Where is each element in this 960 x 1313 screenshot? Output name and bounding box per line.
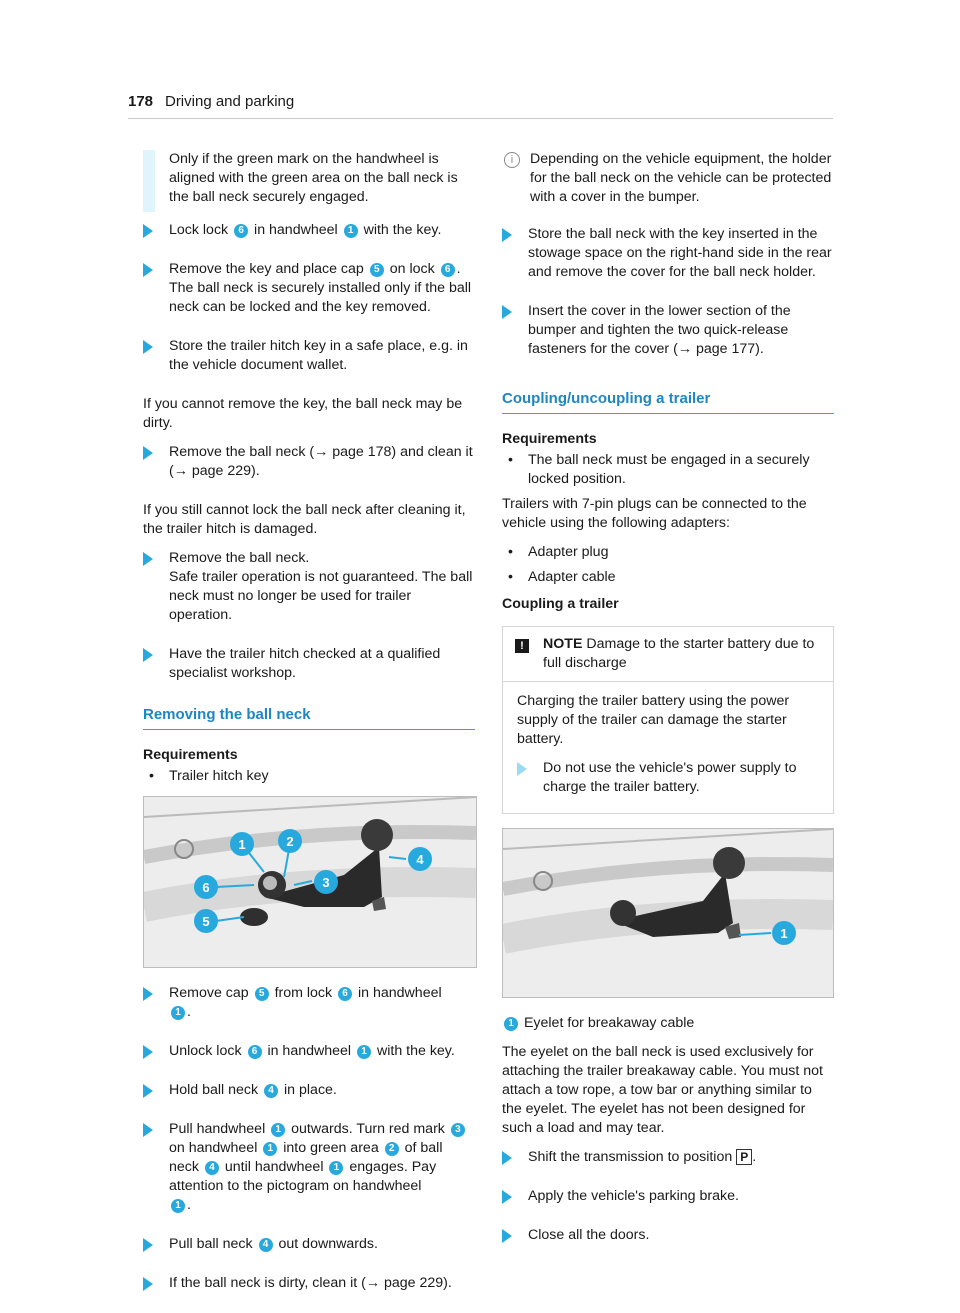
step-arrow-icon [502,1190,512,1204]
callout-5: 5 [202,914,210,929]
step: Apply the vehicle's parking brake. [502,1187,834,1206]
section-title: Driving and parking [164,93,295,110]
step-arrow-icon [502,1229,512,1243]
step-arrow-icon [143,340,153,354]
note-box [502,626,834,814]
step-arrow-icon [143,1123,153,1137]
callout-1: 1 [780,926,788,941]
info-note: i Depending on the vehicle equipment, the holder for the ball neck on the vehicle can be protected with a cover in the bumper. [502,150,834,207]
requirement-item: • The ball neck must be engaged in a securely locked position. [502,451,834,489]
step: Remove the ball neck (→ page 178) and clean it (→ page 229). [143,443,475,481]
step-arrow-icon [143,1084,153,1098]
step: Hold ball neck 4 in place. [143,1081,475,1100]
callout-4: 4 [416,852,424,867]
step-arrow-icon [143,552,153,566]
paragraph: Trailers with 7-pin plugs can be connected to the vehicle using the following adapters: [502,496,807,531]
eyelet-illustration [502,828,834,998]
step: If the ball neck is dirty, clean it (→ page 229). [143,1274,475,1293]
requirement-item: • Trailer hitch key [143,767,475,786]
step-arrow-icon [143,1045,153,1059]
warning-icon: ! [515,639,529,653]
step-arrow-icon [143,224,153,238]
requirements-heading: Requirements [502,431,597,447]
callout-number: 6 [234,224,248,238]
callout-number: 6 [441,263,455,277]
step: Store the trailer hitch key in a safe place, e.g. in the vehicle document wallet. [143,337,475,375]
page-header [128,92,833,119]
paragraph: If you cannot remove the key, the ball neck may be dirty. [143,396,463,431]
callout-6: 6 [202,880,210,895]
step: Pull ball neck 4 out downwards. [143,1235,475,1254]
step-arrow-icon [143,263,153,277]
info-icon: i [504,152,520,168]
paragraph: Only if the green mark on the handwheel is aligned with the green area on the ball neck is the ball neck securely engaged. [143,150,475,207]
step: Remove the key and place cap 5 on lock 6 . The ball neck is securely installed only if the ball neck can be locked and the key removed. [143,260,475,317]
park-position-icon: P [736,1149,752,1165]
paragraph: If you still cannot lock the ball neck after cleaning it, the trailer hitch is damaged. [143,502,466,537]
subsection-heading: Coupling a trailer [502,596,619,612]
step-arrow-icon [502,1151,512,1165]
figure-legend: 1 Eyelet for breakaway cable [502,1014,834,1033]
step: Remove the ball neck. Safe trailer operation is not guaranteed. The ball neck must no longer be used for trailer operation. [143,549,475,625]
requirements-heading: Requirements [143,747,238,763]
step-arrow-icon [143,1238,153,1252]
list-item: • Adapter cable [502,568,834,587]
step: Close all the doors. [502,1226,834,1245]
step: Do not use the vehicle's power supply to charge the trailer battery. [517,759,819,797]
step: Store the ball neck with the key inserted in the stowage space on the right-hand side in the rear and remove the cover for the ball neck holder. [502,225,834,282]
paragraph: The eyelet on the ball neck is used exclusively for attaching the trailer breakaway cable. You must not attach a tow rope, a tow bar or anything similar to the eyelet. The eyelet has not been designed for such a load and may tear. [502,1044,823,1136]
step-arrow-icon [502,305,512,319]
step: Pull handwheel 1 outwards. Turn red mark 3 on handwheel 1 into green area 2 of ball neck 4 until handwheel 1 engages. Pay attention to the pictogram on handwheel 1 . [143,1120,475,1215]
note-title: Damage to the starter battery due to full discharge [543,636,815,671]
step: Lock lock 6 in handwheel 1 with the key. [143,221,475,240]
step: Remove cap 5 from lock 6 in handwheel 1 . [143,984,475,1022]
step: Have the trailer hitch checked at a qualified specialist workshop. [143,645,475,683]
step: Unlock lock 6 in handwheel 1 with the key. [143,1042,475,1061]
callout-2: 2 [286,834,294,849]
step-arrow-icon [143,1277,153,1291]
step-arrow-icon [143,446,153,460]
note-body: Charging the trailer battery using the power supply of the trailer can damage the starter battery. [517,693,790,747]
step-arrow-icon [143,648,153,662]
ball-neck-illustration [143,796,477,968]
section-heading: Removing the ball neck [143,705,475,730]
step: Insert the cover in the lower section of the bumper and tighten the two quick-release fasteners for the cover (→ page 177). [502,302,834,359]
note-label: NOTE [543,636,583,652]
callout-3: 3 [322,875,330,890]
step-arrow-icon [143,987,153,1001]
list-item: • Adapter plug [502,543,834,562]
page-number: 178 [128,93,154,110]
left-column [143,150,475,1313]
step-arrow-icon [502,228,512,242]
callout-1: 1 [238,837,246,852]
callout-number: 5 [370,263,384,277]
step-arrow-icon [517,762,527,776]
step: Shift the transmission to position P . [502,1148,834,1167]
section-heading: Coupling/uncoupling a trailer [502,389,834,414]
right-column [502,150,834,1265]
callout-number: 1 [344,224,358,238]
